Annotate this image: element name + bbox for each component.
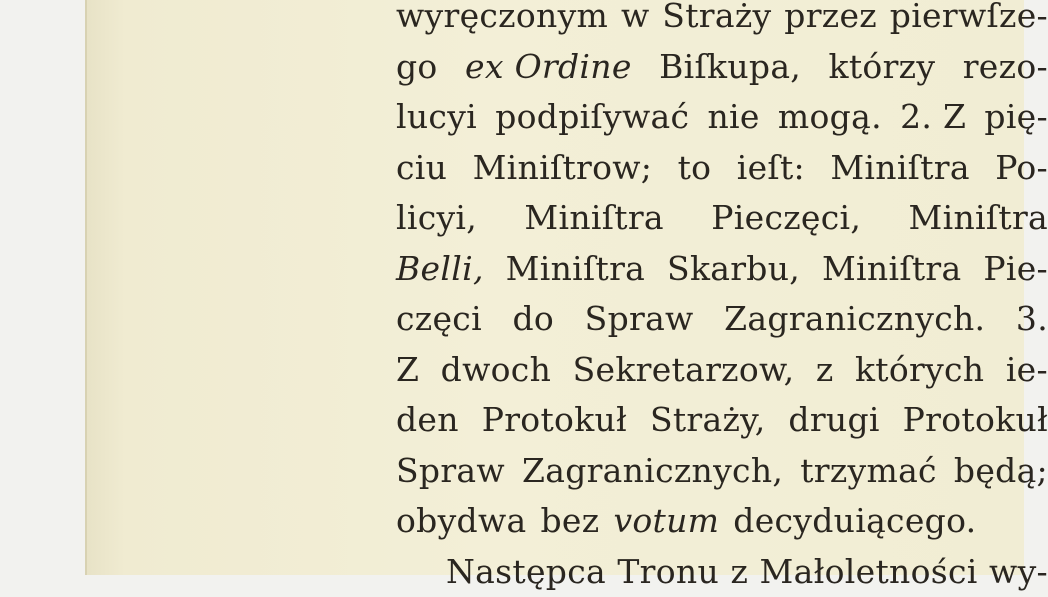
word: przez bbox=[784, 0, 877, 42]
word: w bbox=[621, 0, 650, 42]
text-line-3 bbox=[396, 92, 1048, 143]
word: Skarbu, bbox=[667, 244, 800, 295]
text-line-11 bbox=[396, 496, 1048, 547]
word: licyi, bbox=[396, 193, 477, 244]
word: Miniſtra bbox=[909, 193, 1048, 244]
word: Protokuł bbox=[903, 395, 1048, 446]
word: Miniſtra bbox=[830, 143, 969, 194]
scanned-page bbox=[85, 0, 1024, 575]
word: Protokuł bbox=[482, 395, 627, 446]
word: Spraw bbox=[585, 294, 694, 345]
text-line-12 bbox=[396, 547, 1048, 597]
word: Zagranicznych. bbox=[724, 294, 985, 345]
word: Miniſtrow; bbox=[473, 143, 653, 194]
word: wy- bbox=[989, 547, 1048, 597]
word: decyduiącego. bbox=[733, 496, 976, 547]
italic-phrase: ex Ordine bbox=[465, 42, 632, 93]
text-line-9 bbox=[396, 395, 1048, 446]
text-line-7 bbox=[396, 294, 1048, 345]
word: ciu bbox=[396, 143, 447, 194]
word: nie bbox=[707, 92, 759, 143]
word: z bbox=[730, 547, 748, 597]
word: rezo- bbox=[963, 42, 1048, 93]
word: pię- bbox=[984, 92, 1048, 143]
word: Biſkupa, bbox=[659, 42, 801, 93]
word: pierwſze- bbox=[890, 0, 1048, 42]
word: Następca bbox=[446, 547, 606, 597]
word: Pie- bbox=[983, 244, 1048, 295]
text-line-4 bbox=[396, 143, 1048, 194]
word: Miniſtra bbox=[524, 193, 663, 244]
word: częci bbox=[396, 294, 482, 345]
word: Straży, bbox=[650, 395, 766, 446]
text-line-2 bbox=[396, 42, 1048, 93]
word: podpiſywać bbox=[495, 92, 689, 143]
word: dwoch bbox=[441, 345, 551, 396]
word: to bbox=[678, 143, 712, 194]
word: Sekretarzow, bbox=[573, 345, 795, 396]
text-line-5 bbox=[396, 193, 1048, 244]
word: Pieczęci, bbox=[711, 193, 861, 244]
word: wyręczonym bbox=[396, 0, 608, 42]
word: którzy bbox=[829, 42, 936, 93]
word: których bbox=[855, 345, 984, 396]
word: Straży bbox=[662, 0, 771, 42]
word: trzymać bbox=[800, 446, 937, 497]
text-line-6 bbox=[396, 244, 1048, 295]
word: Miniſtra bbox=[506, 244, 645, 295]
text-line-1 bbox=[396, 0, 1048, 42]
word: do bbox=[513, 294, 555, 345]
word: Tronu bbox=[617, 547, 719, 597]
word: z bbox=[816, 345, 834, 396]
page-text bbox=[396, 0, 1048, 597]
word: go bbox=[396, 42, 438, 93]
word: lucyi bbox=[396, 92, 477, 143]
word: mogą. bbox=[778, 92, 882, 143]
word: Małoletności bbox=[760, 547, 978, 597]
text-line-8 bbox=[396, 345, 1048, 396]
word: ie- bbox=[1006, 345, 1048, 396]
word: drugi bbox=[788, 395, 879, 446]
italic-word: Belli, bbox=[396, 244, 484, 295]
italic-word: votum bbox=[613, 496, 719, 547]
text-line-10 bbox=[396, 446, 1048, 497]
word: den bbox=[396, 395, 459, 446]
word: Z bbox=[396, 345, 419, 396]
word: obydwa bbox=[396, 496, 526, 547]
word: 2. Z bbox=[900, 92, 966, 143]
word: Zagranicznych, bbox=[522, 446, 783, 497]
word: Po- bbox=[995, 143, 1048, 194]
word: bez bbox=[540, 496, 599, 547]
word: Spraw bbox=[396, 446, 505, 497]
word: Miniſtra bbox=[822, 244, 961, 295]
word: ieſt: bbox=[737, 143, 805, 194]
word: będą; bbox=[954, 446, 1048, 497]
word: 3. bbox=[1016, 294, 1048, 345]
